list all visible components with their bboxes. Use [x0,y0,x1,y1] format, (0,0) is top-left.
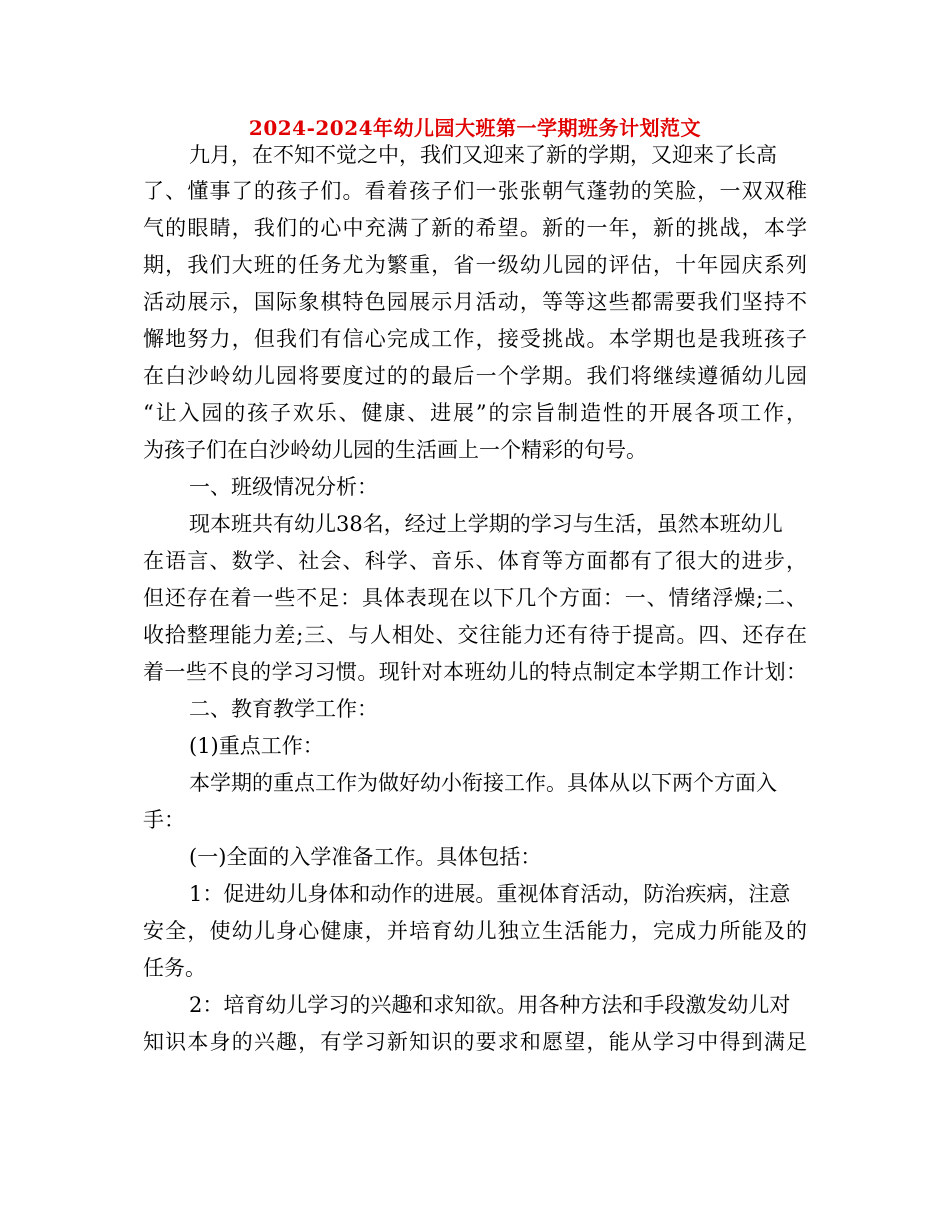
section-heading: 一、班级情况分析： [189,475,378,499]
paragraph-line: 着一些不良的学习习惯。现针对本班幼儿的特点制定本学期工作计划： [143,660,807,684]
paragraph-line: 手： [143,808,185,832]
paragraph-line: 1：促进幼儿身体和动作的进展。重视体育活动，防治疾病，注意 [189,882,791,906]
paragraph-line: 在语言、数学、社会、科学、音乐、体育等方面都有了很大的进步， [143,549,807,573]
subsection-heading: (1)重点工作： [189,734,324,758]
paragraph-line: 任务。 [143,956,206,980]
paragraph-line: 气的眼睛，我们的心中充满了新的希望。新的一年，新的挑战，本学 [143,216,807,240]
paragraph-line: 2：培育幼儿学习的兴趣和求知欲。用各种方法和手段激发幼儿对 [189,993,791,1017]
paragraph-line: 本学期的重点工作为做好幼小衔接工作。具体从以下两个方面入 [189,771,777,795]
paragraph-line: 活动展示，国际象棋特色园展示月活动，等等这些都需要我们坚持不 [143,290,807,314]
paragraph-line: 但还存在着一些不足：具体表现在以下几个方面：一、情绪浮燥;二、 [143,586,807,610]
paragraph-line: 九月，在不知不觉之中，我们又迎来了新的学期，又迎来了长高 [189,143,777,167]
paragraph-line: 懈地努力，但我们有信心完成工作，接受挑战。本学期也是我班孩子 [143,327,807,351]
paragraph-line: 知识本身的兴趣，有学习新知识的要求和愿望，能从学习中得到满足 [143,1030,807,1054]
section-heading: 二、教育教学工作： [189,697,378,721]
paragraph-line: 为孩子们在白沙岭幼儿园的生活画上一个精彩的句号。 [143,438,647,462]
subsection-heading: (一)全面的入学准备工作。具体包括： [189,845,542,869]
paragraph-line: 了、懂事了的孩子们。看着孩子们一张张朝气蓬勃的笑脸，一双双稚 [143,179,807,203]
paragraph-line: 收拾整理能力差;三、与人相处、交往能力还有待于提高。四、还存在 [143,623,807,647]
paragraph-line: 安全，使幼儿身心健康，并培育幼儿独立生活能力，完成力所能及的 [143,919,807,943]
document-title: 2024-2024年幼儿园大班第一学期班务计划范文 [248,116,702,140]
paragraph-line: 现本班共有幼儿38名，经过上学期的学习与生活，虽然本班幼儿 [189,512,783,536]
paragraph-line: 期，我们大班的任务尤为繁重，省一级幼儿园的评估，十年园庆系列 [143,253,807,277]
paragraph-line: 在白沙岭幼儿园将要度过的的最后一个学期。我们将继续遵循幼儿园 [143,364,807,388]
paragraph-line: “让入园的孩子欢乐、健康、进展”的宗旨制造性的开展各项工作， [143,401,807,425]
